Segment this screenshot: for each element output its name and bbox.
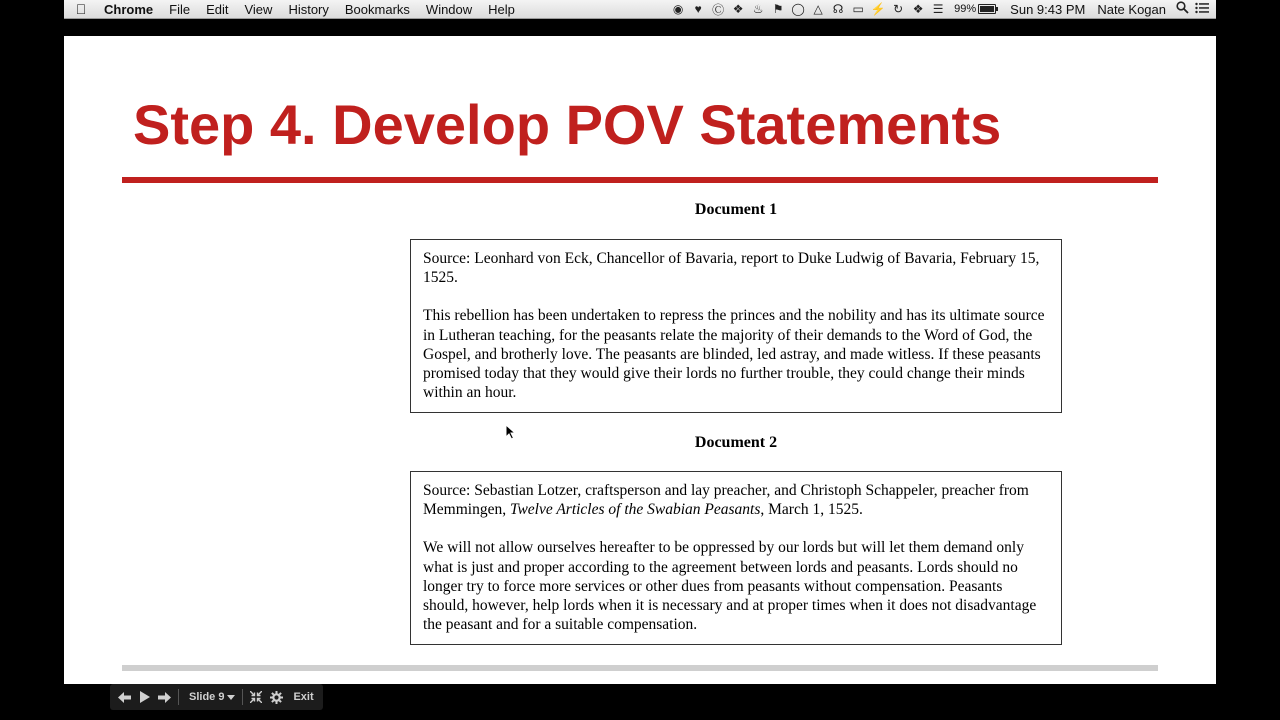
bell-icon[interactable]: ♨ (752, 2, 764, 16)
title-divider (122, 177, 1158, 183)
status-area (668, 0, 1216, 18)
bank-icon[interactable]: ⚑ (772, 2, 784, 16)
bluetooth-icon[interactable]: ❖ (912, 2, 924, 16)
battery-level (980, 6, 994, 12)
menu-edit[interactable]: Edit (206, 1, 229, 17)
spotlight-search-icon[interactable] (1172, 1, 1192, 17)
drive-icon[interactable]: ◯ (791, 2, 805, 16)
menu-file[interactable]: File (169, 1, 191, 17)
document-2-source-title: Twelve Articles of the Swabian Peasants (509, 501, 761, 519)
slide-title: Step 4. Develop POV Statements (133, 93, 1002, 156)
apple-icon[interactable] (64, 1, 98, 17)
arrow-right-icon[interactable] (154, 684, 175, 710)
skype-icon[interactable]: Ⓒ (712, 2, 725, 17)
play-icon[interactable] (135, 684, 154, 710)
menu-help[interactable]: Help (488, 1, 515, 17)
caret-down-icon (227, 695, 235, 700)
document-2-body: We will not allow ourselves hereafter to be oppressed by our lords but will let them demand only what is just and proper according to the agreement between lords and peasants. Lords should no longer try to force more services or other dues from peasants without compensation. Peasants should, however, help lords when it is necessary and at proper times when it does not disadvantage the peasant and for a suitable compensation. (423, 539, 1037, 634)
mouse-cursor-icon (505, 424, 517, 440)
slide-select-dropdown[interactable] (182, 684, 239, 710)
time-machine-icon[interactable]: ↻ (893, 2, 904, 16)
document-2-source-prefix: Source: Sebastian Lotzer, craftsperson and lay preacher, and Christoph Schappeler, preacher from Memmingen, (423, 482, 1029, 519)
presentation-toolbar (110, 684, 323, 710)
arrow-left-icon[interactable] (110, 684, 135, 710)
document-2-heading: Document 2 (694, 434, 778, 451)
record-icon[interactable]: ◉ (672, 2, 684, 16)
battery-icon[interactable] (978, 4, 996, 14)
document-1-box (410, 239, 1062, 413)
document-2-source (423, 481, 1050, 519)
toolbar-separator (178, 689, 179, 705)
user-name[interactable]: Nate Kogan (1097, 1, 1166, 17)
document-1-body: This rebellion has been undertaken to repress the princes and the nobility and has its ultimate source in Lutheran teaching, for the peasants relate the majority of their demands to the Word of God, the Gospel, and brotherly love. The peasants are blinded, led astray, and made witless. If these peasants promised today that they would give their lords no further trouble, they could change their minds within an hour. (423, 307, 1045, 402)
menu-app-chrome[interactable]: Chrome (104, 1, 154, 17)
battery-percent[interactable]: 99% (954, 3, 977, 15)
notification-center-icon[interactable] (1192, 2, 1212, 17)
headphones-icon[interactable]: ☊ (832, 2, 844, 16)
document-2-box (410, 471, 1062, 645)
document-1-source: Source: Leonhard von Eck, Chancellor of Bavaria, report to Duke Ludwig of Bavaria, February 15, 1525. (423, 250, 1040, 287)
slide-number-label: Slide 9 (189, 691, 225, 703)
menu-history[interactable]: History (288, 1, 329, 17)
toolbar-separator (242, 689, 243, 705)
evernote-icon[interactable]: ⚡ (870, 2, 886, 16)
google-drive-icon[interactable]: △ (813, 2, 823, 16)
heart-icon[interactable]: ♥ (694, 2, 702, 16)
slide (64, 36, 1216, 684)
menu-bookmarks[interactable]: Bookmarks (344, 1, 410, 17)
exit-fullscreen-icon[interactable] (246, 684, 266, 710)
footer-divider (122, 665, 1158, 671)
document-2-source-suffix: , March 1, 1525. (760, 501, 863, 519)
exit-button[interactable]: Exit (293, 691, 314, 703)
menu-window[interactable]: Window (425, 1, 473, 17)
document-1-heading: Document 1 (694, 201, 778, 218)
gear-icon[interactable] (266, 684, 287, 710)
clock[interactable]: Sun 9:43 PM (1010, 1, 1086, 17)
dropbox-icon[interactable]: ❖ (732, 2, 744, 16)
menu-bar (64, 0, 1216, 19)
menu-view[interactable]: View (244, 1, 273, 17)
airplay-icon[interactable]: ▭ (852, 2, 864, 16)
wifi-icon[interactable]: ☰ (932, 2, 944, 16)
